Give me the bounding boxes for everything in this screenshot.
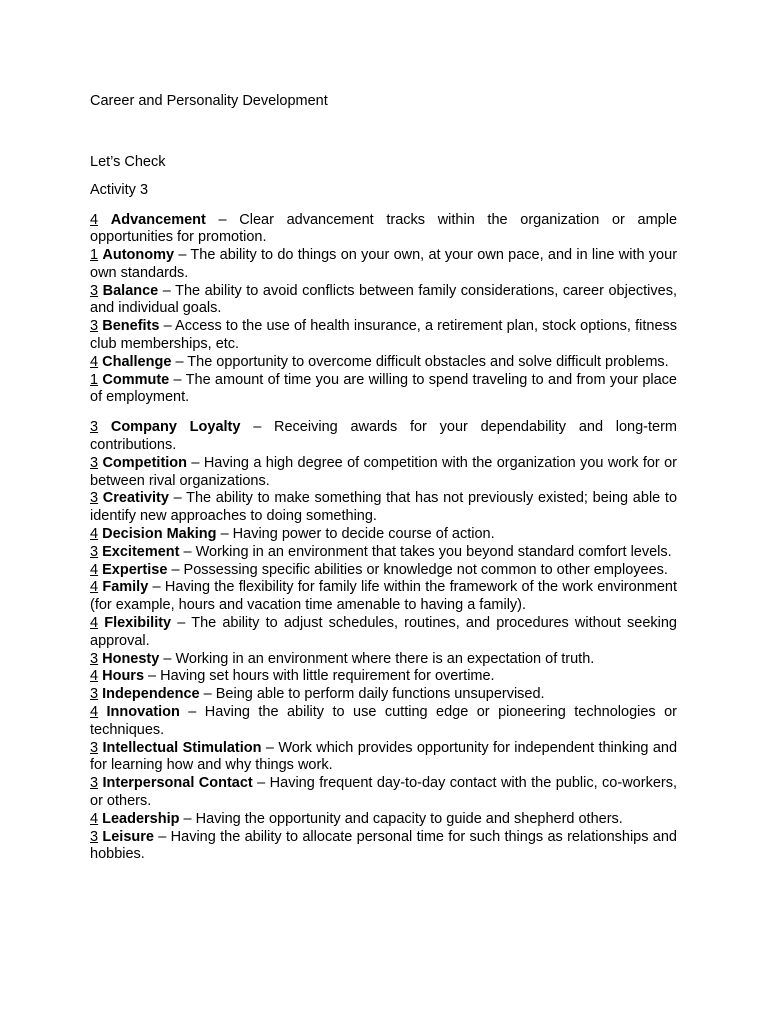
rating-value: 4	[90, 579, 99, 596]
list-item	[90, 775, 677, 811]
value-term: Family	[102, 579, 149, 596]
rating-value: 3	[90, 775, 99, 792]
value-term: Challenge	[102, 353, 172, 370]
value-term: Intellectual Stimulation	[102, 739, 262, 756]
list-item	[90, 740, 677, 776]
value-description: – Work which provides opportunity for independent thinking and for learning how and why things work.	[90, 739, 678, 774]
list-item	[90, 686, 677, 704]
value-description: – Receiving awards for your dependability and long-term contributions.	[90, 419, 678, 454]
value-term: Benefits	[102, 318, 160, 335]
document-page	[90, 93, 677, 864]
rating-value: 4	[90, 526, 99, 543]
value-description: – Having a high degree of competition with the organization you work for or between rival organizations.	[90, 454, 677, 489]
rating-value: 3	[90, 650, 99, 667]
rating-value: 4	[90, 704, 99, 721]
list-item	[90, 455, 677, 491]
value-term: Interpersonal Contact	[102, 775, 253, 792]
list-item	[90, 704, 677, 740]
value-term: Expertise	[102, 561, 168, 578]
value-description: – The opportunity to overcome difficult obstacles and solve difficult problems.	[175, 353, 669, 370]
value-term: Leadership	[102, 810, 180, 827]
work-values-list	[90, 212, 677, 865]
rating-value: 3	[90, 828, 99, 845]
list-item	[90, 811, 677, 829]
paragraph-spacer	[90, 407, 677, 419]
value-term: Hours	[102, 668, 145, 685]
value-description: – Working in an environment where there is an expectation of truth.	[163, 650, 595, 667]
rating-value: 1	[90, 247, 99, 264]
value-term: Flexibility	[104, 615, 172, 632]
value-description: – The ability to make something that has not previously existed; being able to identify new approaches to doing something.	[90, 490, 678, 525]
rating-value: 3	[90, 282, 99, 299]
value-description: – The amount of time you are willing to spend traveling to and from your place of employment.	[90, 371, 677, 406]
activity-title: Activity 3	[90, 182, 149, 198]
value-description: – Having frequent day-to-day contact with the public, co-workers, or others.	[90, 775, 677, 809]
section-heading: Let’s Check	[90, 153, 166, 170]
list-item	[90, 579, 677, 615]
list-item	[90, 490, 677, 526]
rating-value: 4	[90, 810, 99, 827]
rating-value: 3	[90, 419, 99, 436]
rating-value: 3	[90, 686, 99, 703]
value-term: Autonomy	[102, 247, 175, 264]
value-description: – Having the opportunity and capacity to guide and shepherd others.	[183, 810, 623, 827]
value-description: – Possessing specific abilities or knowledge not common to other employees.	[171, 561, 668, 578]
value-description: – Having the ability to use cutting edge or pioneering technologies or techniques.	[90, 704, 678, 738]
value-term: Creativity	[102, 490, 169, 507]
value-term: Competition	[102, 454, 188, 471]
list-item	[90, 318, 677, 354]
value-description: – Having set hours with little requirement for overtime.	[148, 668, 495, 685]
rating-value: 4	[90, 668, 99, 685]
value-description: – Having the ability to allocate personal time for such things as relationships and hobbies.	[90, 828, 677, 863]
list-item	[90, 544, 677, 562]
list-item	[90, 372, 677, 408]
value-term: Leisure	[102, 828, 154, 845]
value-description: – The ability to adjust schedules, routines, and procedures without seeking approval.	[90, 615, 678, 649]
value-description: – Having the flexibility for family life within the framework of the work environment (for example, hours and vacation time amenable to having a family).	[90, 579, 677, 614]
value-description: – Access to the use of health insurance, a retirement plan, stock options, fitness club memberships, etc.	[90, 318, 678, 353]
list-item	[90, 526, 677, 544]
value-term: Innovation	[106, 704, 180, 721]
rating-value: 1	[90, 371, 99, 388]
list-item	[90, 283, 677, 319]
value-term: Decision Making	[102, 526, 217, 543]
value-description: – The ability to avoid conflicts between family considerations, career objectives, and individual goals.	[90, 282, 678, 317]
list-item	[90, 615, 677, 651]
list-item	[90, 668, 677, 686]
list-item	[90, 651, 677, 669]
rating-value: 4	[90, 561, 99, 578]
list-item	[90, 829, 677, 865]
value-term: Balance	[102, 282, 159, 299]
list-item	[90, 354, 677, 372]
rating-value: 3	[90, 543, 99, 560]
list-item	[90, 247, 677, 283]
value-description: – Clear advancement tracks within the organization or ample opportunities for promotion.	[90, 211, 678, 246]
rating-value: 4	[90, 353, 99, 370]
value-term: Commute	[102, 371, 170, 388]
value-term: Independence	[102, 686, 200, 703]
rating-value: 3	[90, 739, 99, 756]
document-title: Career and Personality Development	[90, 93, 328, 109]
value-term: Company Loyalty	[110, 419, 241, 436]
value-description: – Being able to perform daily functions unsupervised.	[203, 686, 545, 703]
value-term: Advancement	[110, 211, 206, 228]
rating-value: 4	[90, 211, 99, 228]
value-term: Honesty	[102, 650, 160, 667]
rating-value: 3	[90, 318, 99, 335]
rating-value: 3	[90, 490, 99, 507]
rating-value: 3	[90, 454, 99, 471]
rating-value: 4	[90, 615, 99, 632]
list-item	[90, 562, 677, 580]
value-description: – Working in an environment that takes you beyond standard comfort levels.	[183, 543, 672, 560]
list-item	[90, 419, 677, 455]
value-term: Excitement	[102, 543, 180, 560]
list-item	[90, 212, 677, 248]
value-description: – The ability to do things on your own, at your own pace, and in line with your own standards.	[90, 247, 678, 281]
value-description: – Having power to decide course of action.	[220, 526, 495, 543]
